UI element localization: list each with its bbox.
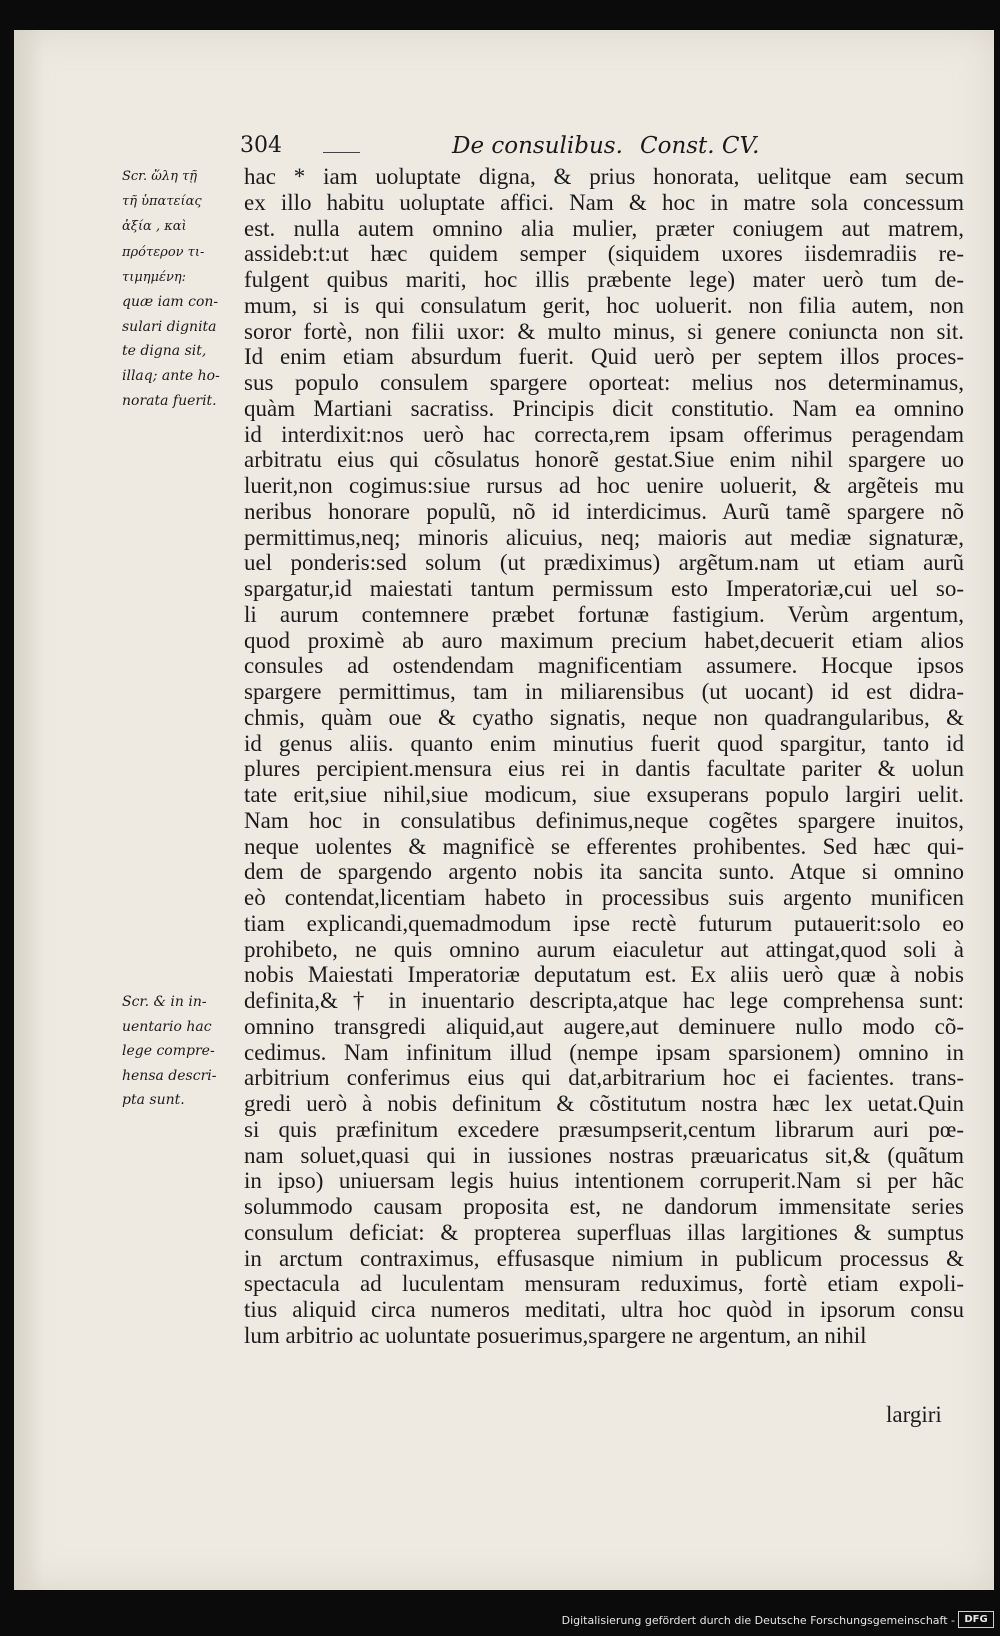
text-line: consulum deficiat: & propterea superfluas illas largitiones & sumptus (244, 1219, 964, 1245)
margin-note-line: sulari dignita (122, 319, 217, 335)
margin-note-line: norata fuerit. (122, 393, 217, 409)
text-line: plures percipient.mensura eius rei in dantis facultate pariter & uolun (244, 756, 964, 782)
text-line: prohibeto, ne quis omnino aurum eiaculetur aut attingat,quod soli à (244, 936, 964, 962)
text-line: omnino transgredi aliquid,aut augere,aut deminuere nullo modo cõ- (244, 1013, 964, 1039)
margin-note-line: uentario hac (122, 1019, 212, 1035)
dfg-logo: DFG (958, 1611, 994, 1628)
margin-note-line: illaq; ante ho- (122, 368, 220, 384)
margin-note-line: τῆ ὑπατείας (122, 194, 202, 209)
text-line: spargere permittimus, tam in miliarensibus (ut uocant) id est didra- (244, 679, 964, 704)
text-line: neribus honorare populũ, nõ id interdicimus. Aurũ tamẽ spargere nõ (244, 498, 964, 524)
text-line: tiam explicandi,quemadmodum ipse rectè futurum putauerit:solo eo (244, 910, 964, 936)
text-line: est. nulla autem omnino alia mulier, præter coniugem aut matrem, (244, 215, 964, 241)
catchword: largiri (886, 1402, 942, 1427)
text-line: dem de spargendo argento nobis ita sancita sunto. Atque si omnino (244, 859, 964, 885)
margin-note-line: πρότερον τι- (122, 245, 205, 260)
text-line: solummodo causam proposita est, ne dandorum immensitate series (244, 1194, 964, 1219)
text-line: tate erit,siue nihil,siue modicum, siue exsuperans populo largiri uelit. (244, 782, 964, 807)
text-line: gredi uerò à nobis definitum & cõstitutum nostra hæc lex uetat.Quin (244, 1091, 964, 1116)
page-number: 304 (240, 133, 282, 158)
margin-note-line: quæ iam con- (122, 294, 219, 310)
text-line: tius aliquid circa numeros meditati, ultra hoc quòd in ipsorum consu (244, 1297, 964, 1322)
digitization-acknowledgement: Digitalisierung gefördert durch die Deutsche Forschungsgemeinschaft - (561, 1614, 955, 1627)
text-line: ex illo habitu uoluptate affici. Nam & hoc in matre sola concessum (244, 189, 964, 215)
text-line: luerit,non cogimus:siue rursus ad hoc uenire uoluerit, & argẽteis mu (244, 473, 964, 498)
margin-note-line: Scr. & in in- (122, 994, 207, 1010)
text-line: soror fortè, non filii uxor: & multo minus, si genere coniuncta non sit. (244, 318, 964, 344)
text-line: nobis Maiestati Imperatoriæ deputatum est. Ex aliis uerò quæ à nobis (244, 962, 964, 988)
text-line: lum arbitrio ac uoluntate posuerimus,spargere ne argentum, an nihil (244, 1322, 867, 1348)
margin-note-line: τιμημένη: (122, 270, 187, 285)
margin-note-line: pta sunt. (122, 1092, 185, 1108)
text-line: quod proximè ab auro maximum precium habet,decuerit etiam alios (244, 627, 964, 653)
text-line: quàm Martiani sacratiss. Principis dicit constitutio. Nam ea omnino (244, 395, 964, 421)
text-line: arbitrium conferimus eius qui dat,arbitrarium hoc ei facientes. trans- (244, 1065, 964, 1091)
margin-note-line: ἀξία , καὶ (122, 219, 187, 234)
text-line: fulgent quibus mariti, hoc illis præbente lege) mater uerò tum de- (244, 267, 964, 292)
text-line: definita,& † in inuentario descripta,atque hac lege comprehensa sunt: (244, 988, 964, 1013)
text-line: hac * iam uoluptate digna, & prius honorata, uelitque eam secum (244, 164, 964, 189)
text-line: in ipso) uniuersam legis huius intentionem corruperit.Nam si per hãc (244, 1168, 964, 1194)
text-line: permittimus,neq; minoris alicuius, neq; maioris aut mediæ signaturæ, (244, 524, 964, 550)
page-gutter-shadow (14, 30, 44, 1590)
text-line: nam soluet,quasi qui in iussiones nostras præuaricatus sit,& (quãtum (244, 1142, 964, 1168)
text-line: consules ad ostendendam magnificentiam assumere. Hocque ipsos (244, 653, 964, 679)
header-rule (323, 152, 360, 153)
text-line: cedimus. Nam infinitum illud (nempe ipsam sparsionem) omnino in (244, 1039, 964, 1065)
text-line: mum, si is qui consulatum gerit, hoc uoluerit. non filia autem, non (244, 292, 964, 318)
margin-note-line: lege compre- (122, 1043, 215, 1059)
running-title: De consulibus. (452, 133, 623, 159)
text-line: in arctum contraximus, effusasque nimium in publicum processus & (244, 1245, 964, 1271)
text-line: spectacula ad luculentam mensuram reduximus, fortè etiam expoli- (244, 1271, 964, 1297)
margin-note-line: hensa descri- (122, 1068, 217, 1084)
text-line: neque uolentes & magnificè se efferentes prohibentes. Sed hæc qui- (244, 833, 964, 859)
text-line: li aurum contemnere præbet fortunæ fastigium. Verùm argentum, (244, 601, 964, 627)
text-line: id genus aliis. quanto enim minutius fuerit quod spargitur, tanto id (244, 730, 964, 756)
constitution-number: Const. CV. (640, 133, 760, 159)
text-line: Id enim etiam absurdum fuerit. Quid uerò per septem illos proces- (244, 344, 964, 370)
text-line: id interdixit:nos uerò hac correcta,rem ipsam offerimus peragendam (244, 421, 964, 447)
margin-note-line: te digna sit, (122, 343, 207, 359)
margin-note-line: Scr. ὥλη τῇ (122, 169, 197, 184)
text-line: eò contendat,licentiam habeto in processibus suis argento munificen (244, 885, 964, 910)
text-line: Nam hoc in consulatibus definimus,neque cogẽtes spargere inuitos, (244, 807, 964, 833)
text-line: chmis, quàm oue & cyatho signatis, neque non quadrangularibus, & (244, 704, 964, 730)
text-line: spargatur,id maiestati tantum permissum esto Imperatoriæ,cui uel so- (244, 576, 964, 601)
text-line: sus populo consulem spargere oporteat: melius nos determinamus, (244, 370, 964, 395)
text-line: si quis præfinitum excedere præsumpserit,centum librarum auri pœ- (244, 1116, 964, 1142)
text-line: arbitratu eius qui cõsulatus honorẽ gestat.Siue enim nihil spargere uo (244, 447, 964, 473)
text-line: uel ponderis:sed solum (ut prædiximus) argẽtum.nam ut etiam aurũ (244, 550, 964, 576)
text-line: assideb:t:ut hæc quidem semper (siquidem uxores iisdemradiis re- (244, 241, 964, 267)
